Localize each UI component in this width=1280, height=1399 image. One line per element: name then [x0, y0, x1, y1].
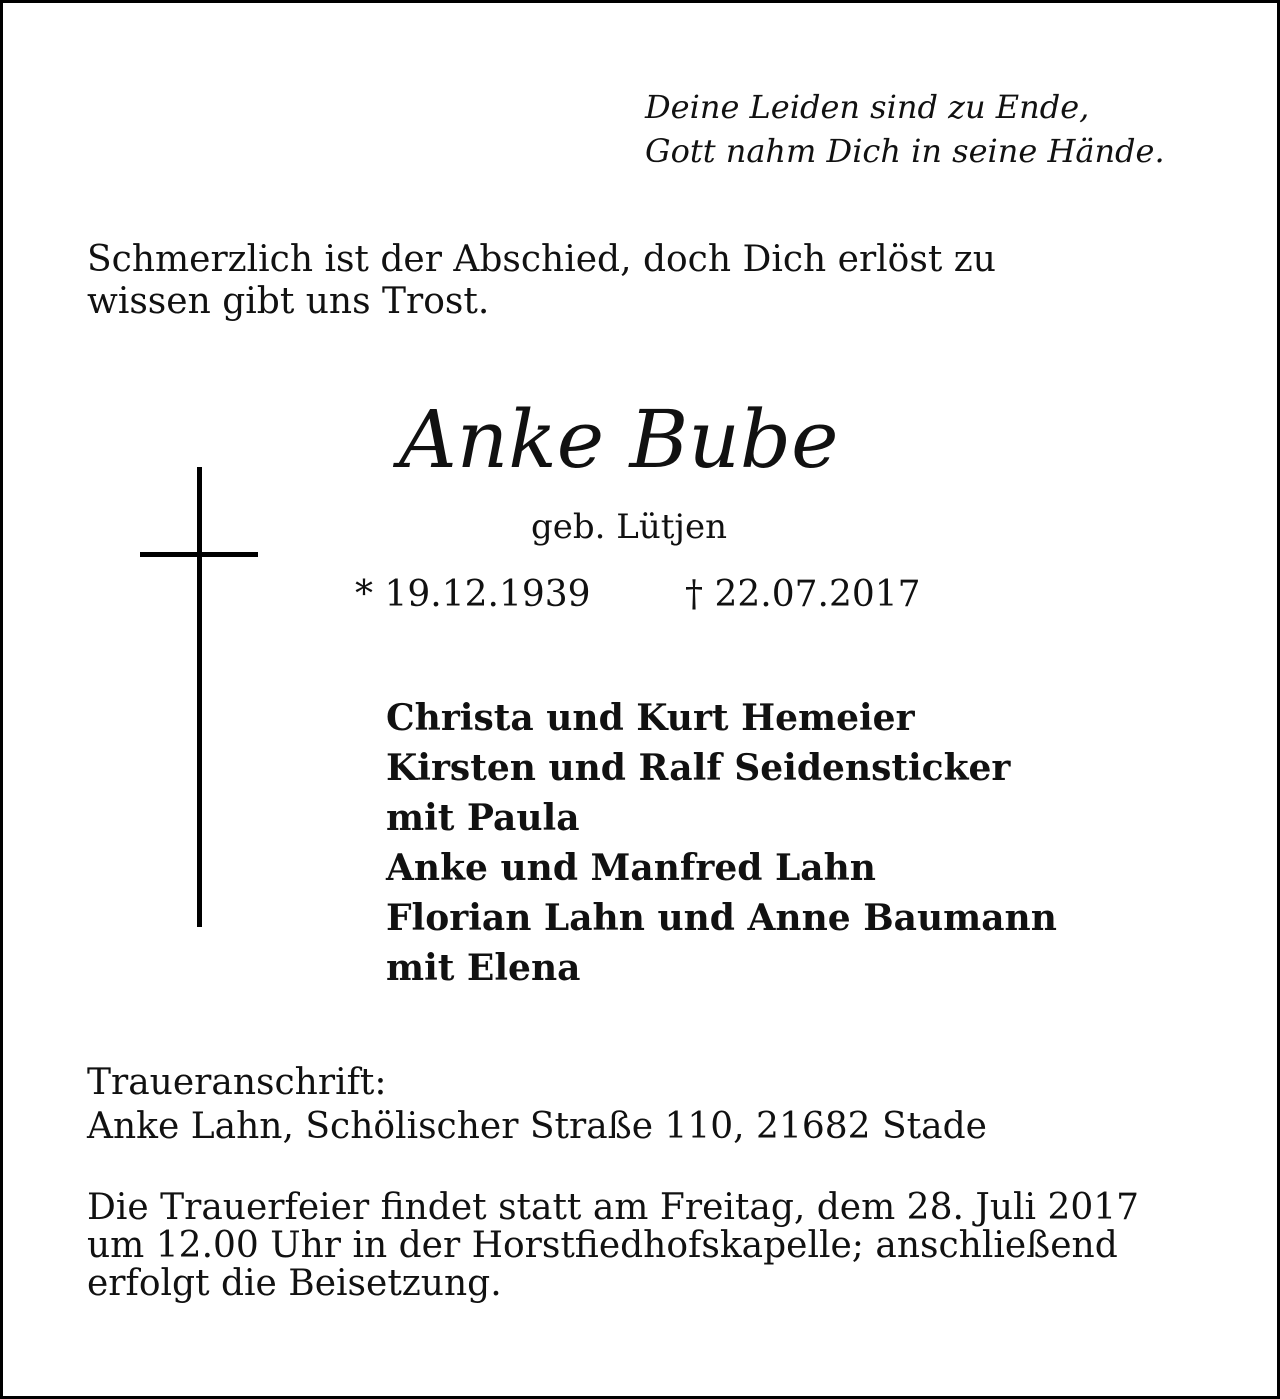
mourner-line: mit Paula [386, 797, 580, 839]
motto-verse [645, 85, 1165, 173]
birth-name: geb. Lütjen [531, 507, 727, 547]
life-dates [355, 571, 921, 619]
ceremony-line: erfolgt die Beisetzung. [87, 1263, 502, 1304]
mourner-line: Florian Lahn und Anne Baumann [386, 897, 1057, 939]
mourner-line: mit Elena [386, 947, 581, 989]
motto-line: Gott nahm Dich in seine Hände. [645, 132, 1165, 170]
mourners-list [386, 693, 1057, 993]
mourner-line: Kirsten und Ralf Seidensticker [386, 747, 1011, 789]
death-date: † 22.07.2017 [685, 574, 921, 615]
mourning-address [87, 1061, 987, 1149]
cross-icon [197, 467, 202, 927]
mourner-line: Christa und Kurt Hemeier [386, 697, 915, 739]
ceremony-info [87, 1189, 1139, 1303]
ceremony-line: um 12.00 Uhr in der Horstfiedhofskapelle; anschließend [87, 1225, 1118, 1266]
ceremony-line: Die Trauerfeier findet statt am Freitag, dem 28. Juli 2017 [87, 1187, 1140, 1228]
motto-line: Deine Leiden sind zu Ende, [645, 88, 1090, 126]
mourner-line: Anke und Manfred Lahn [386, 847, 876, 889]
cross-icon-bar [140, 552, 258, 557]
birth-date: * 19.12.1939 [355, 574, 591, 615]
address-value: Anke Lahn, Schölischer Straße 110, 21682 Stade [87, 1106, 987, 1147]
deceased-name: Anke Bube [399, 393, 839, 486]
address-label: Traueranschrift: [87, 1062, 387, 1103]
intro-text [87, 239, 996, 323]
intro-line: Schmerzlich ist der Abschied, doch Dich erlöst zu [87, 239, 996, 280]
intro-line: wissen gibt uns Trost. [87, 281, 490, 322]
